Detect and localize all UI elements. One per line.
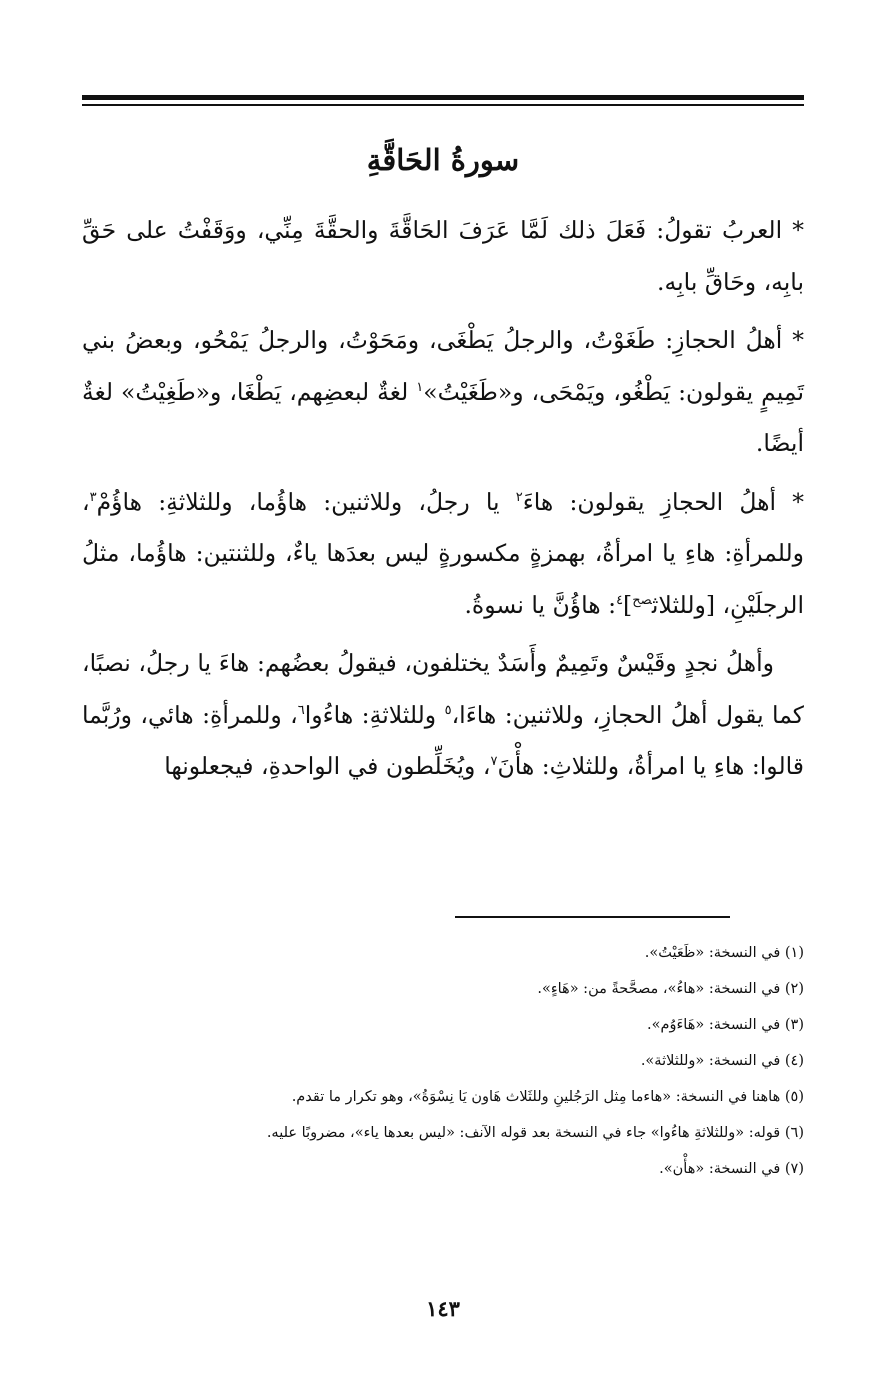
header-rule-thick <box>82 95 804 100</box>
bullet-star: * <box>792 326 804 354</box>
footnote-ref-6[interactable]: ٦ <box>297 702 305 718</box>
bullet-star: * <box>792 216 804 244</box>
footnote-ref-2[interactable]: ٢ <box>515 489 523 505</box>
bullet-star: * <box>792 487 805 516</box>
paragraph-1: * العربُ تقولُ: فَعَلَ ذلك لَمَّا عَرَفَ الحَاقَّةَ والحقَّةَ مِنِّي، ووَقَفْتُ على حَقِّ بابِه، وحَاقِّ بابِه. <box>82 216 804 296</box>
footnote-ref-5[interactable]: ٥ <box>444 702 452 718</box>
footnote-ref-7[interactable]: ٧ <box>490 754 498 770</box>
footnote-ref-3[interactable]: ٣ <box>89 489 97 505</box>
paragraph-4: وأهلُ نجدٍ وقَيْسٌ وتَمِيمٌ وأَسَدٌ يختلفون، فيقولُ بعضُهم: هاءَ يا رجلُ، نصبًا، كما يقول أهلُ الحجازِ، وللاثنين: هاءَا،$^٥$ وللثلاثةِ: هاءُوا$^٦$، وللمرأةِ: هائي، ورُبَّما قالوا: هاءِ يا امرأةُ، وللثلاثِ: هأْنَ$^٧$، ويُخَلِّطون في الواحدةِ، فيجعلونها <box>82 649 804 780</box>
footnote-3: (٣) في النسخة: «هَاءَوُم». <box>647 1017 804 1033</box>
footnote-ref-4[interactable]: ٤ <box>616 592 624 608</box>
main-text <box>82 205 804 800</box>
footnotes <box>82 942 804 1194</box>
footnote-separator <box>455 916 730 918</box>
footnote-5: (٥) هاهنا في النسخة: «هاءما مِثل الرَجُلينِ وللثَلاث هَاون يَا نِسْوَةُ»، وهو تكرار ما تقدم. <box>291 1089 804 1105</box>
paragraph-3: * أهلُ الحجازِ يقولون: هاءَ$^٢$ يا رجلُ، وللاثنين: هاؤُما، وللثلاثةِ: هاؤُمْ$^٣$، وللمرأةِ: هاءِ يا امرأةُ، بهمزةٍ مكسورةٍ ليس بعدَها ياءٌ، وللثنتين: هاؤُما، مثلُ الرجلَيْنِ، [وللثلاث$^{صح}$]$^٤$: هاؤُنَّ يا نسوةُ. <box>82 487 805 619</box>
page-number: ١٤٣ <box>426 1296 460 1321</box>
footnote-4: (٤) في النسخة: «وللثلاثة». <box>640 1053 804 1069</box>
footnote-ref-1[interactable]: ١ <box>416 379 424 395</box>
footnote-6: (٦) قوله: «وللثلاثةِ هاءُوا» جاء في النسخة بعد قوله الآنف: «ليس بعدها ياء»، مضروبًا عليه. <box>266 1125 804 1141</box>
footnote-1: (١) في النسخة: «ظَعَيْتُ». <box>644 945 804 961</box>
chapter-title: سورةُ الحَاقَّةِ <box>366 143 520 177</box>
correction-mark: صح <box>632 592 652 608</box>
header-rule-thin <box>82 104 804 106</box>
footnote-2: (٢) في النسخة: «هاءُ»، مصحَّحةً من: «هَاءٍ». <box>537 981 804 997</box>
paragraph-2: * أهلُ الحجازِ: طَغَوْتُ، والرجلُ يَطْغَى، ومَحَوْتُ، والرجلُ يَمْحُو، وبعضُ بني تَمِيمٍ يقولون: يَطْغُو، ويَمْحَى، و«طَغَيْتُ»$^١$ لغةٌ لبعضِهم، يَطْغَا، و«طَغِيْتُ» لغةٌ أيضًا. <box>82 326 804 457</box>
footnote-7: (٧) في النسخة: «هأْن». <box>659 1161 804 1177</box>
